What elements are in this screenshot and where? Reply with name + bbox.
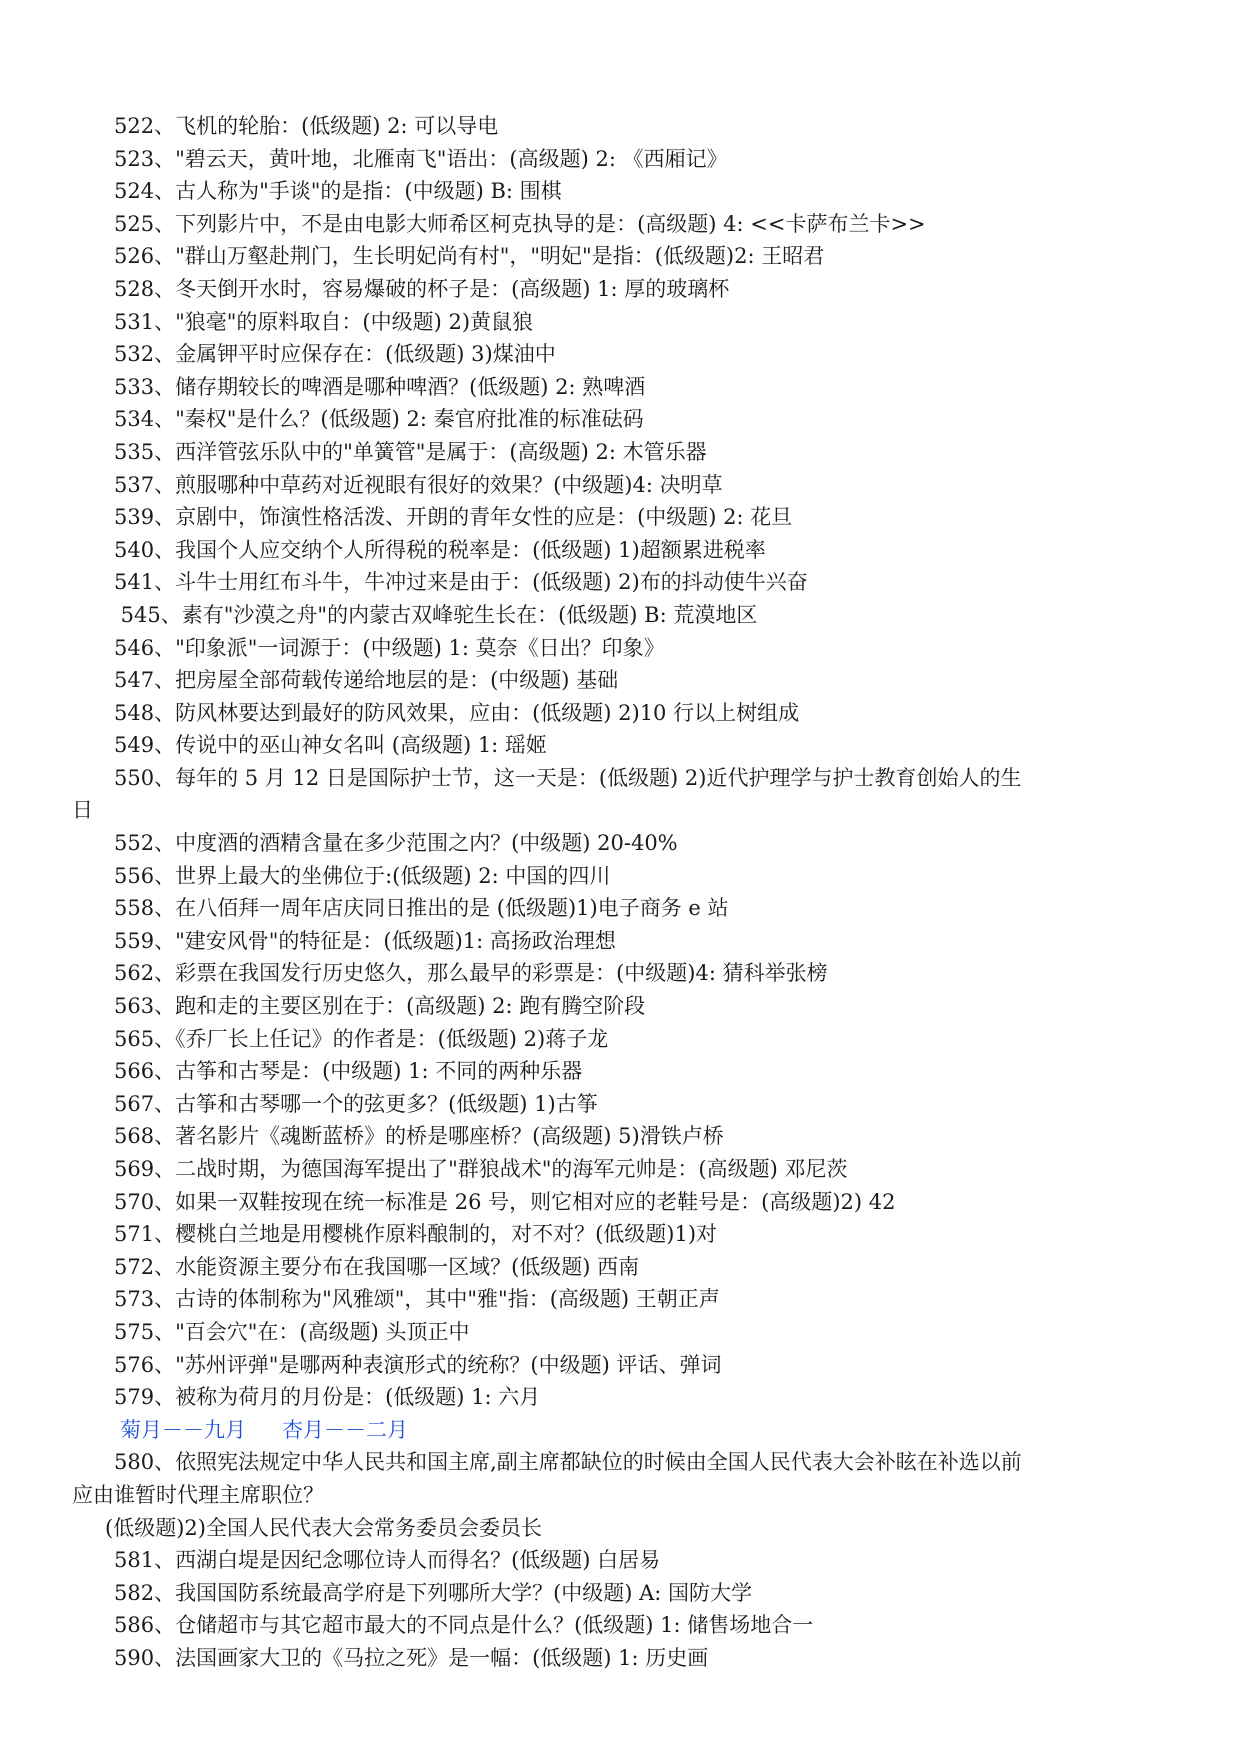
list-item: 524、古人称为"手谈"的是指：(中级题) B: 围棋: [114, 179, 562, 204]
list-item-answer: (低级题)2)全国人民代表大会常务委员会委员长: [105, 1515, 542, 1540]
list-item: 549、传说中的巫山神女名叫 (高级题) 1: 瑶姬: [114, 733, 547, 758]
list-item: 582、我国国防系统最高学府是下列哪所大学？(中级题) A: 国防大学: [114, 1580, 753, 1605]
qa-list: [72, 110, 1182, 1675]
list-item: 540、我国个人应交纳个人所得税的税率是：(低级题) 1)超额累进税率: [114, 537, 766, 562]
list-item-continuation: 日: [72, 798, 93, 823]
list-item: 537、煎服哪种中草药对近视眼有很好的效果？(中级题)4: 决明草: [114, 472, 723, 497]
list-item: 526、"群山万壑赴荆门，生长明妃尚有村"，"明妃"是指：(低级题)2: 王昭君: [114, 244, 825, 269]
list-item: 547、把房屋全部荷载传递给地层的是：(中级题) 基础: [114, 668, 619, 693]
list-item: 581、西湖白堤是因纪念哪位诗人而得名？(低级题) 白居易: [114, 1548, 661, 1573]
list-item: 550、每年的 5 月 12 日是国际护士节，这一天是：(低级题) 2)近代护理学与护士教育创始人的生: [114, 765, 1022, 790]
list-item: 546、"印象派"一词源于：(中级题) 1: 莫奈《日出？印象》: [114, 635, 665, 660]
list-item: 556、世界上最大的坐佛位于:(低级题) 2: 中国的四川: [114, 863, 611, 888]
list-item: 545、素有"沙漠之舟"的内蒙古双峰驼生长在：(低级题) B: 荒漠地区: [114, 602, 758, 627]
month-note-apricot: 杏月－－二月: [282, 1417, 408, 1442]
list-item: 568、著名影片《魂断蓝桥》的桥是哪座桥？(高级题) 5)滑铁卢桥: [114, 1124, 724, 1149]
list-item: 563、跑和走的主要区别在于：(高级题) 2: 跑有腾空阶段: [114, 994, 646, 1019]
list-item: 586、仓储超市与其它超市最大的不同点是什么？(低级题) 1: 储售场地合一: [114, 1613, 814, 1638]
month-note-chrysanthemum: 菊月－－九月: [120, 1417, 246, 1442]
list-item: 558、在八佰拜一周年店庆同日推出的是 (低级题)1)电子商务 e 站: [114, 896, 729, 921]
list-item: 567、古筝和古琴哪一个的弦更多？(低级题) 1)古筝: [114, 1091, 598, 1116]
list-item: 590、法国画家大卫的《马拉之死》是一幅：(低级题) 1: 历史画: [114, 1645, 709, 1670]
list-item: 559、"建安风骨"的特征是：(低级题)1: 高扬政治理想: [114, 928, 616, 953]
list-item: 548、防风林要达到最好的防风效果，应由：(低级题) 2)10 行以上树组成: [114, 700, 800, 725]
month-note: [72, 1414, 1182, 1447]
list-item: 539、京剧中，饰演性格活泼、开朗的青年女性的应是：(中级题) 2: 花旦: [114, 505, 793, 530]
list-item: 565、《乔厂长上任记》的作者是：(低级题) 2)蒋子龙: [114, 1026, 609, 1051]
list-item: 522、飞机的轮胎：(低级题) 2: 可以导电: [114, 114, 499, 138]
list-item: 572、水能资源主要分布在我国哪一区域？(低级题) 西南: [114, 1254, 640, 1279]
list-item: 523、"碧云天，黄叶地，北雁南飞"语出：(高级题) 2: 《西厢记》: [114, 146, 728, 171]
list-item: 569、二战时期，为德国海军提出了"群狼战术"的海军元帅是：(高级题) 邓尼茨: [114, 1157, 848, 1181]
list-item: 533、储存期较长的啤酒是哪种啤酒？(低级题) 2: 熟啤酒: [114, 374, 646, 399]
list-item: 566、古筝和古琴是：(中级题) 1: 不同的两种乐器: [114, 1059, 583, 1084]
list-item: 552、中度酒的酒精含量在多少范围之内？(中级题) 20-40%: [114, 831, 678, 856]
list-item: 528、冬天倒开水时，容易爆破的杯子是：(高级题) 1: 厚的玻璃杯: [114, 276, 730, 301]
list-item: 571、樱桃白兰地是用樱桃作原料酿制的，对不对？(低级题)1)对: [114, 1222, 718, 1247]
list-item: 532、金属钾平时应保存在：(低级题) 3)煤油中: [114, 342, 556, 367]
list-item: 573、古诗的体制称为"风雅颂"，其中"雅"指：(高级题) 王朝正声: [114, 1287, 720, 1312]
list-item: 534、"秦权"是什么？(低级题) 2: 秦官府批准的标准砝码: [114, 407, 644, 432]
list-item: 575、"百会穴"在：(高级题) 头顶正中: [114, 1319, 470, 1344]
list-item-continuation: 应由谁暂时代理主席职位？: [72, 1482, 324, 1507]
list-item: 525、下列影片中，不是由电影大师希区柯克执导的是：(高级题) 4: <<卡萨布兰卡>>: [114, 211, 926, 236]
list-item: 579、被称为荷月的月份是：(低级题) 1: 六月: [114, 1385, 541, 1410]
list-item: 562、彩票在我国发行历史悠久，那么最早的彩票是：(中级题)4: 猜科举张榜: [114, 961, 828, 986]
list-item: 580、依照宪法规定中华人民共和国主席,副主席都缺位的时候由全国人民代表大会补眩在补选以前: [114, 1450, 1022, 1475]
list-item: 535、西洋管弦乐队中的"单簧管"是属于：(高级题) 2: 木管乐器: [114, 439, 707, 464]
list-item: 531、"狼毫"的原料取自：(中级题) 2)黄鼠狼: [114, 309, 534, 334]
list-item: 570、如果一双鞋按现在统一标准是 26 号，则它相对应的老鞋号是：(高级题)2) 42: [114, 1189, 896, 1214]
list-item: 576、"苏州评弹"是哪两种表演形式的统称？(中级题) 评话、弹词: [114, 1352, 722, 1377]
list-item: 541、斗牛士用红布斗牛，牛冲过来是由于：(低级题) 2)布的抖动使牛兴奋: [114, 570, 808, 595]
